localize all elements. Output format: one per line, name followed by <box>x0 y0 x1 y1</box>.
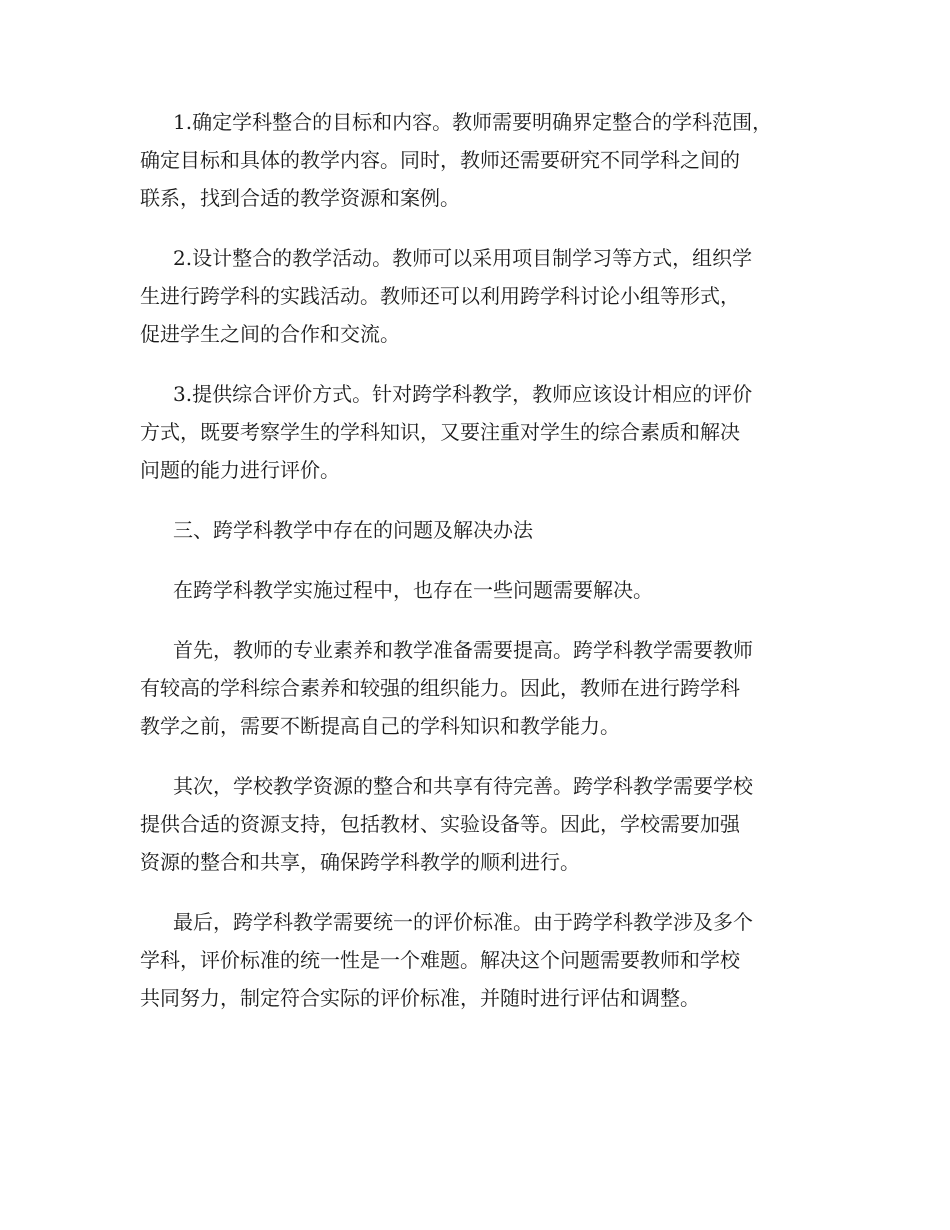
paragraph-step-3 <box>140 375 815 489</box>
text-line: 1.确定学科整合的目标和内容。教师需要明确界定整合的学科范围， <box>173 110 773 134</box>
paragraph-intro <box>140 571 815 609</box>
text-line: 资源的整合和共享，确保跨学科教学的顺利进行。 <box>140 850 580 874</box>
text-line: 促进学生之间的合作和交流。 <box>140 322 400 346</box>
text-line: 问题的能力进行评价。 <box>140 458 340 482</box>
text-line: 提供合适的资源支持，包括教材、实验设备等。因此，学校需要加强 <box>140 812 740 836</box>
section-heading-text: 三、跨学科教学中存在的问题及解决办法 <box>173 518 533 542</box>
text-line: 在跨学科教学实施过程中，也存在一些问题需要解决。 <box>173 578 653 602</box>
paragraph-step-1 <box>140 103 815 217</box>
text-line: 方式，既要考察学生的学科知识，又要注重对学生的综合素质和解决 <box>140 420 740 444</box>
text-line: 2.设计整合的教学活动。教师可以采用项目制学习等方式，组织学 <box>173 246 753 270</box>
text-line: 有较高的学科综合素养和较强的组织能力。因此，教师在进行跨学科 <box>140 676 740 700</box>
text-line: 其次，学校教学资源的整合和共享有待完善。跨学科教学需要学校 <box>173 774 753 798</box>
text-line: 学科，评价标准的统一性是一个难题。解决这个问题需要教师和学校 <box>140 948 740 972</box>
text-line: 生进行跨学科的实践活动。教师还可以利用跨学科讨论小组等形式， <box>140 284 740 308</box>
section-heading <box>140 511 815 549</box>
text-line: 确定目标和具体的教学内容。同时，教师还需要研究不同学科之间的 <box>140 148 740 172</box>
paragraph-first-issue <box>140 631 815 745</box>
text-line: 联系，找到合适的教学资源和案例。 <box>140 186 460 210</box>
text-line: 共同努力，制定符合实际的评价标准，并随时进行评估和调整。 <box>140 986 700 1010</box>
text-line: 首先，教师的专业素养和教学准备需要提高。跨学科教学需要教师 <box>173 638 753 662</box>
text-line: 最后，跨学科教学需要统一的评价标准。由于跨学科教学涉及多个 <box>173 910 753 934</box>
paragraph-third-issue <box>140 903 815 1017</box>
text-line: 3.提供综合评价方式。针对跨学科教学，教师应该设计相应的评价 <box>173 382 753 406</box>
paragraph-step-2 <box>140 239 815 353</box>
paragraph-second-issue <box>140 767 815 881</box>
document-body <box>140 103 815 1039</box>
text-line: 教学之前，需要不断提高自己的学科知识和教学能力。 <box>140 714 620 738</box>
